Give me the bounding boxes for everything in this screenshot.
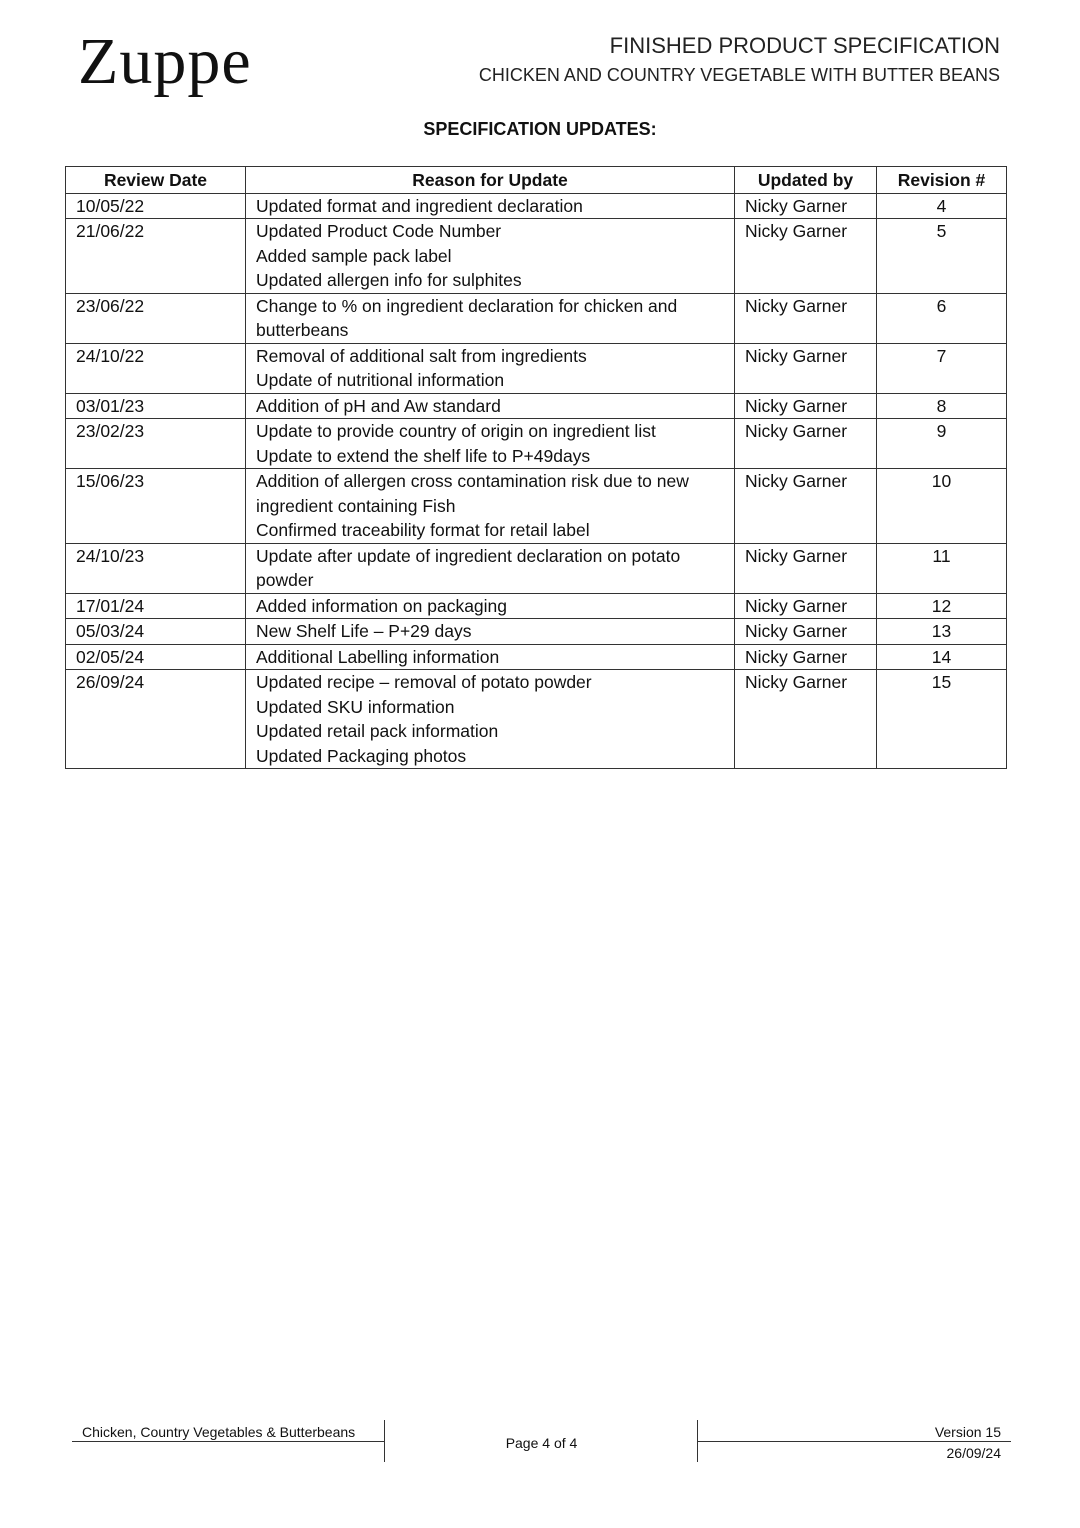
reason-cell	[246, 393, 735, 419]
reason-cell	[246, 593, 735, 619]
column-header-reason: Reason for Update	[246, 167, 735, 194]
reason-line: Update of nutritional information	[256, 370, 505, 390]
review-date-cell: 24/10/23	[66, 543, 246, 593]
review-date-cell: 24/10/22	[66, 343, 246, 393]
updated-by-cell: Nicky Garner	[735, 543, 877, 593]
reason-cell	[246, 644, 735, 670]
reason-line: Updated allergen info for sulphites	[256, 270, 522, 290]
review-date-cell: 21/06/22	[66, 219, 246, 294]
reason-line: Added information on packaging	[256, 595, 508, 616]
updated-by-cell: Nicky Garner	[735, 670, 877, 769]
reason-cell	[246, 193, 735, 219]
review-date-cell: 15/06/23	[66, 469, 246, 544]
updated-by-cell: Nicky Garner	[735, 419, 877, 469]
reason-line: Updated Product Code Number	[256, 221, 502, 241]
table-row	[66, 469, 1007, 544]
table-row	[66, 670, 1007, 769]
reason-line: Update after update of ingredient declaration on potato powder	[256, 545, 681, 590]
table-row	[66, 219, 1007, 294]
review-date-cell: 26/09/24	[66, 670, 246, 769]
revision-cell: 13	[877, 619, 1007, 645]
reason-line: Addition of pH and Aw standard	[256, 395, 501, 416]
updated-by-cell: Nicky Garner	[735, 293, 877, 343]
section-heading: SPECIFICATION UPDATES:	[423, 119, 657, 139]
reason-line: Additional Labelling information	[256, 646, 500, 667]
revision-cell: 14	[877, 644, 1007, 670]
footer-page-number: Page 4 of 4	[505, 1435, 578, 1451]
footer-divider-right	[698, 1441, 1011, 1442]
reason-cell	[246, 343, 735, 393]
review-date-cell: 23/06/22	[66, 293, 246, 343]
table-row	[66, 644, 1007, 670]
table-row	[66, 293, 1007, 343]
zuppe-logo: Zuppe	[78, 25, 252, 98]
reason-cell	[246, 543, 735, 593]
reason-line: Updated retail pack information	[256, 721, 499, 741]
revision-cell: 5	[877, 219, 1007, 294]
revision-cell: 7	[877, 343, 1007, 393]
updated-by-cell: Nicky Garner	[735, 593, 877, 619]
column-header-updated-by: Updated by	[735, 167, 877, 194]
table-row	[66, 619, 1007, 645]
revision-cell: 9	[877, 419, 1007, 469]
updated-by-cell: Nicky Garner	[735, 193, 877, 219]
specification-updates-table	[65, 166, 1007, 769]
table-row	[66, 393, 1007, 419]
reason-cell	[246, 293, 735, 343]
updated-by-cell: Nicky Garner	[735, 619, 877, 645]
reason-line: Added sample pack label	[256, 245, 452, 266]
review-date-cell: 10/05/22	[66, 193, 246, 219]
revision-cell: 6	[877, 293, 1007, 343]
table-row	[66, 543, 1007, 593]
reason-cell	[246, 469, 735, 544]
reason-cell	[246, 219, 735, 294]
revision-cell: 8	[877, 393, 1007, 419]
document-title: FINISHED PRODUCT SPECIFICATION	[609, 33, 1000, 58]
updated-by-cell: Nicky Garner	[735, 219, 877, 294]
revision-cell: 10	[877, 469, 1007, 544]
reason-cell	[246, 619, 735, 645]
reason-line: Updated recipe – removal of potato powder	[256, 672, 592, 692]
table-row	[66, 343, 1007, 393]
review-date-cell: 23/02/23	[66, 419, 246, 469]
revision-cell: 11	[877, 543, 1007, 593]
review-date-cell: 03/01/23	[66, 393, 246, 419]
reason-line: Change to % on ingredient declaration for chicken and butterbeans	[256, 295, 678, 340]
reason-line: Addition of allergen cross contamination risk due to new ingredient containing Fish	[256, 471, 689, 516]
review-date-cell: 17/01/24	[66, 593, 246, 619]
revision-cell: 12	[877, 593, 1007, 619]
review-date-cell: 05/03/24	[66, 619, 246, 645]
reason-line: Update to extend the shelf life to P+49days	[256, 445, 591, 466]
reason-line: Removal of additional salt from ingredients	[256, 345, 587, 366]
reason-cell	[246, 419, 735, 469]
column-header-revision: Revision #	[877, 167, 1007, 194]
table-row	[66, 193, 1007, 219]
footer-divider-left	[72, 1441, 385, 1442]
revision-cell: 4	[877, 193, 1007, 219]
column-header-review-date: Review Date	[66, 167, 246, 194]
review-date-cell: 02/05/24	[66, 644, 246, 670]
updated-by-cell: Nicky Garner	[735, 469, 877, 544]
footer-product-name: Chicken, Country Vegetables & Butterbeans	[82, 1424, 356, 1440]
table-row	[66, 419, 1007, 469]
revision-cell: 15	[877, 670, 1007, 769]
reason-cell	[246, 670, 735, 769]
footer-date: 26/09/24	[946, 1445, 1001, 1461]
reason-line: Updated Packaging photos	[256, 745, 467, 766]
table-header-row	[66, 167, 1007, 194]
reason-line: Confirmed traceability format for retail label	[256, 520, 590, 540]
reason-line: Updated format and ingredient declaration	[256, 195, 583, 216]
product-title: CHICKEN AND COUNTRY VEGETABLE WITH BUTTER BEANS	[478, 65, 1000, 85]
reason-line: Update to provide country of origin on ingredient list	[256, 421, 656, 441]
footer-version: Version 15	[934, 1424, 1001, 1440]
updated-by-cell: Nicky Garner	[735, 393, 877, 419]
reason-line: Updated SKU information	[256, 696, 455, 717]
updated-by-cell: Nicky Garner	[735, 644, 877, 670]
reason-line: New Shelf Life – P+29 days	[256, 621, 472, 641]
table-row	[66, 593, 1007, 619]
updated-by-cell: Nicky Garner	[735, 343, 877, 393]
